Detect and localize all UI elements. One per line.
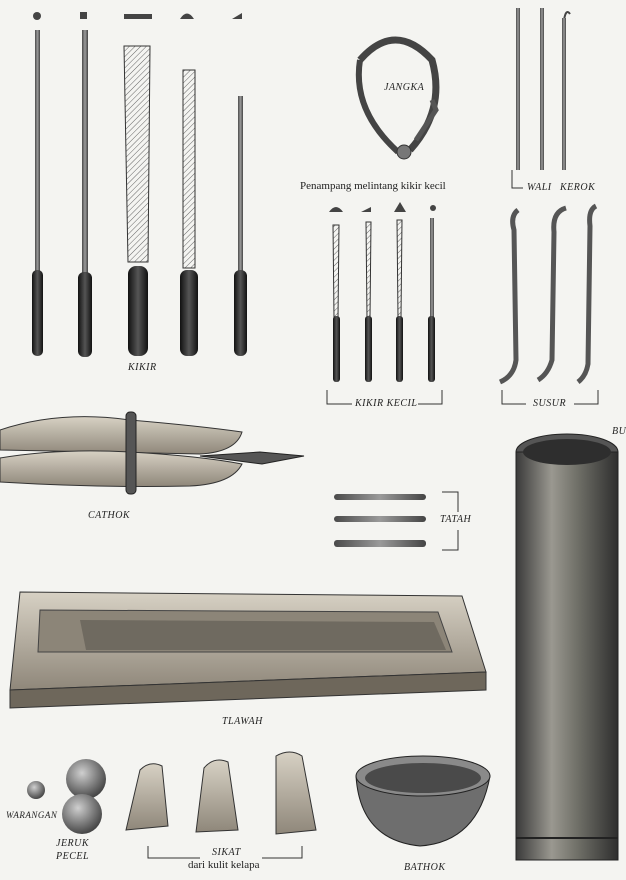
kikir-files [32, 30, 247, 357]
susur-tools [500, 206, 598, 404]
label-cathok: CATHOK [88, 510, 131, 521]
sikat-brushes [126, 752, 316, 858]
label-jangka: JANGKA [384, 82, 425, 93]
label-kikir-kecil: KIKIR KECIL [355, 398, 418, 409]
caption-sikat: dari kulit kelapa [188, 859, 260, 871]
tlawah-tray [10, 592, 486, 708]
label-kikir: KIKIR [128, 362, 157, 373]
label-sikat: SIKAT [212, 847, 241, 858]
label-jeruk: JERUK [56, 838, 90, 849]
warangan-and-jeruk [27, 759, 106, 834]
label-warangan: WARANGAN [6, 810, 58, 820]
bamboo-tube [516, 434, 618, 860]
label-pecel: PECEL [56, 851, 90, 862]
label-bu: BU [612, 426, 626, 437]
label-tlawah: TLAWAH [222, 716, 263, 727]
label-tatah: TATAH [440, 514, 472, 525]
jangka-compass [359, 40, 436, 159]
label-bathok: BATHOK [404, 862, 446, 873]
bathok-bowl [356, 756, 490, 846]
kikir-kecil-files [327, 218, 442, 404]
small-file-cross-sections [329, 202, 436, 212]
cathok-clamp [0, 412, 304, 494]
wali-kerok-tools [512, 8, 570, 188]
label-susur: SUSUR [533, 398, 567, 409]
caption-penampang: Penampang melintang kikir kecil [300, 180, 446, 192]
file-cross-sections [33, 12, 242, 20]
label-wali: WALI [527, 182, 552, 193]
label-kerok: KEROK [560, 182, 596, 193]
